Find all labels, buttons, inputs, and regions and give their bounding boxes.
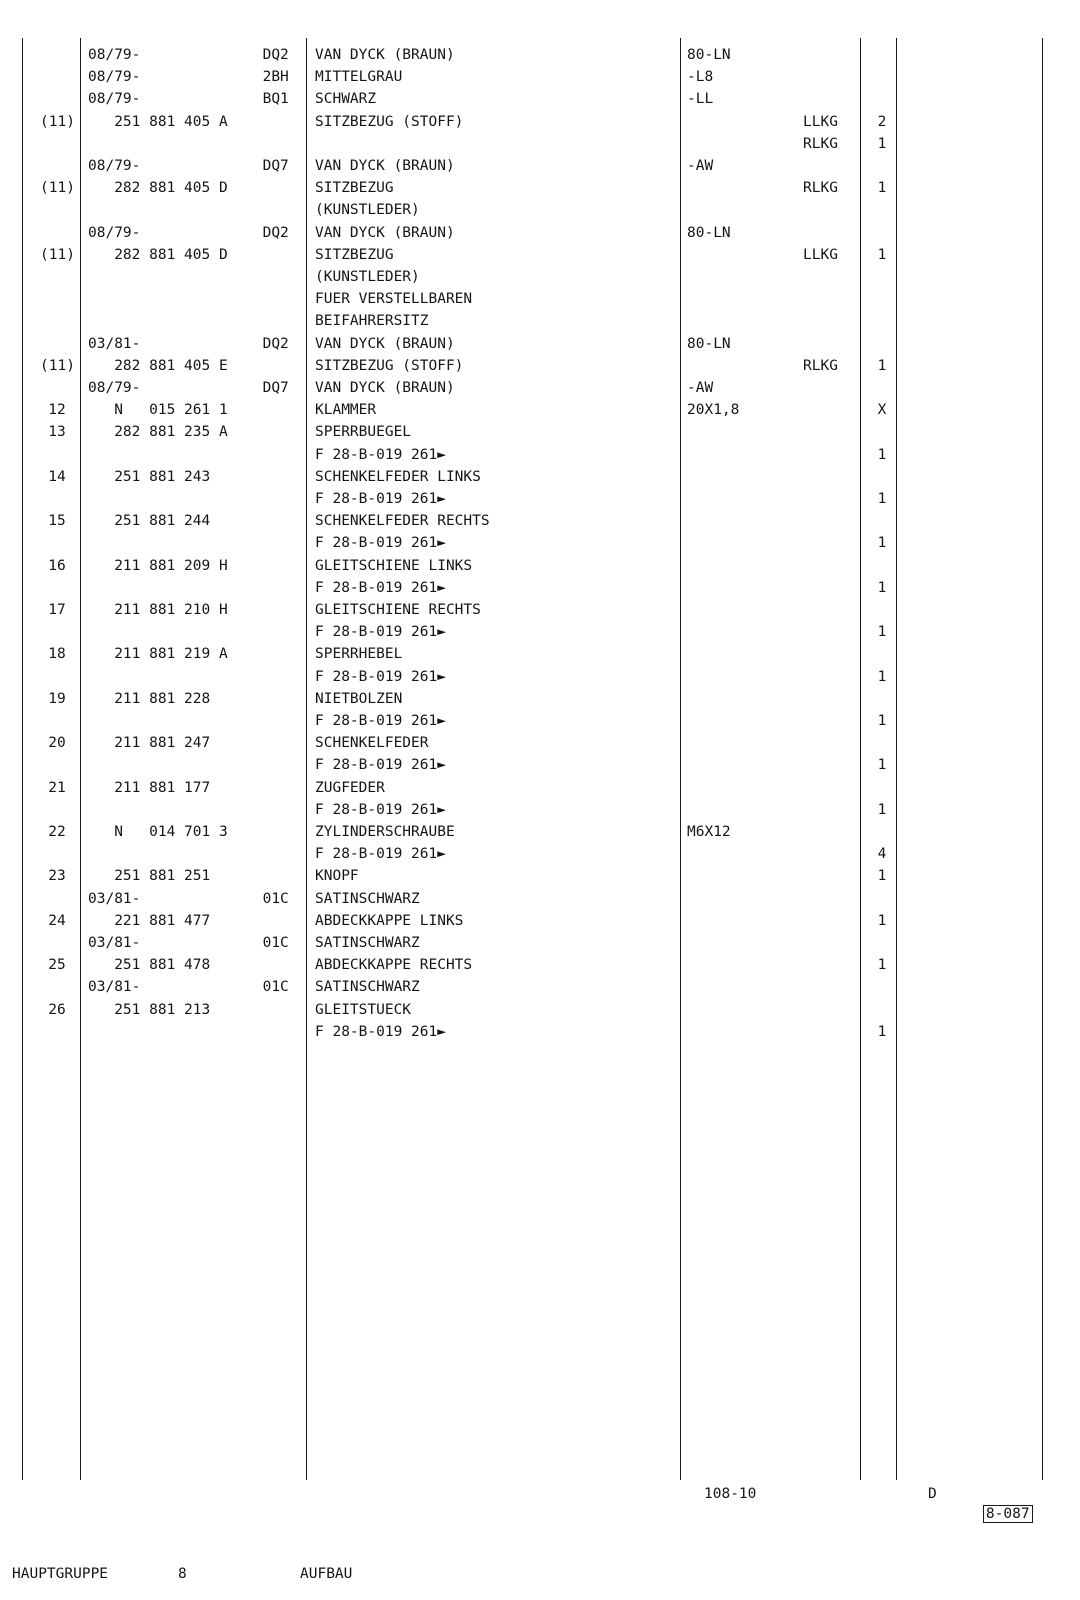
description-cell: (KUNSTLEDER): [315, 269, 420, 285]
type-cell: LLKG: [803, 113, 838, 130]
position-cell: 20: [48, 735, 66, 752]
description-cell: SITZBEZUG: [315, 246, 394, 263]
quantity-cell: 1: [877, 491, 887, 507]
quantity-cell: 1: [877, 624, 887, 641]
position-cell: (11): [40, 246, 75, 263]
table-row: [0, 976, 1080, 998]
group-label: HAUPTGRUPPE: [12, 1566, 109, 1582]
description-cell: SITZBEZUG: [315, 180, 394, 197]
quantity-cell: 1: [877, 135, 887, 152]
sheet-letter: D: [928, 1486, 937, 1502]
description-cell: SPERRBUEGEL: [315, 424, 412, 441]
description-cell: VAN DYCK (BRAUN): [315, 335, 455, 352]
description-cell: SCHENKELFEDER LINKS: [315, 468, 481, 485]
description-cell: SPERRHEBEL: [315, 646, 403, 663]
part-number-cell: 251 881 251: [88, 868, 211, 885]
description-cell: F 28-B-019 261►: [315, 668, 446, 685]
group-name: AUFBAU: [300, 1566, 353, 1582]
quantity-cell: 1: [877, 668, 887, 685]
quantity-cell: 1: [877, 1023, 887, 1040]
quantity-cell: 1: [877, 912, 887, 929]
table-row: [0, 399, 1080, 421]
remark-cell: -LL: [687, 91, 714, 108]
part-number-cell: 08/79- DQ2: [88, 47, 289, 63]
table-row: [0, 599, 1080, 621]
table-row: [0, 177, 1080, 199]
position-cell: 14: [48, 468, 66, 485]
description-cell: SCHWARZ: [315, 91, 377, 108]
table-row: [0, 888, 1080, 910]
position-cell: 12: [48, 402, 66, 419]
type-cell: RLKG: [803, 135, 838, 152]
position-cell: (11): [40, 113, 75, 130]
part-number-cell: 251 881 405 A: [88, 113, 228, 130]
part-number-cell: 282 881 235 A: [88, 424, 228, 441]
group-number: 8: [178, 1566, 187, 1582]
description-cell: GLEITSCHIENE RECHTS: [315, 602, 481, 618]
remark-cell: -AW: [687, 380, 714, 396]
table-row: [0, 843, 1080, 865]
table-row: [0, 1021, 1080, 1043]
table-row: [0, 466, 1080, 488]
remark-cell: M6X12: [687, 824, 731, 840]
quantity-cell: 1: [877, 801, 887, 818]
description-cell: VAN DYCK (BRAUN): [315, 47, 455, 63]
table-row: [0, 666, 1080, 688]
part-number-cell: 03/81- 01C: [88, 935, 289, 951]
part-number-cell: 211 881 209 H: [88, 557, 228, 574]
part-number-cell: N 014 701 3: [88, 824, 228, 840]
description-cell: VAN DYCK (BRAUN): [315, 380, 455, 396]
table-row: [0, 355, 1080, 377]
sheet-reference: [948, 1484, 1033, 1544]
table-row: [0, 777, 1080, 799]
position-cell: 19: [48, 690, 66, 707]
position-cell: 23: [48, 868, 66, 885]
part-number-cell: 251 881 244: [88, 513, 211, 530]
quantity-cell: 1: [877, 535, 887, 552]
type-cell: RLKG: [803, 180, 838, 197]
quantity-cell: X: [877, 402, 887, 419]
description-cell: NIETBOLZEN: [315, 690, 403, 707]
table-row: [0, 932, 1080, 954]
quantity-cell: 4: [877, 846, 887, 863]
table-row: [0, 288, 1080, 310]
description-cell: F 28-B-019 261►: [315, 624, 446, 641]
table-row: [0, 865, 1080, 887]
table-row: [0, 244, 1080, 266]
description-cell: F 28-B-019 261►: [315, 757, 446, 774]
table-row: [0, 532, 1080, 554]
part-number-cell: 08/79- DQ7: [88, 380, 289, 396]
part-number-cell: 03/81- 01C: [88, 890, 289, 907]
part-number-cell: 03/81- DQ2: [88, 335, 289, 352]
quantity-cell: 1: [877, 446, 887, 463]
position-cell: 15: [48, 513, 66, 530]
description-cell: ZYLINDERSCHRAUBE: [315, 824, 455, 840]
description-cell: F 28-B-019 261►: [315, 801, 446, 818]
quantity-cell: 1: [877, 713, 887, 729]
description-cell: F 28-B-019 261►: [315, 535, 446, 552]
description-cell: F 28-B-019 261►: [315, 579, 446, 596]
part-number-cell: 282 881 405 D: [88, 246, 228, 263]
part-number-cell: 03/81- 01C: [88, 979, 289, 996]
position-cell: 18: [48, 646, 66, 663]
table-row: [0, 199, 1080, 221]
part-number-cell: 282 881 405 E: [88, 357, 228, 374]
table-row: [0, 133, 1080, 155]
table-row: [0, 44, 1080, 66]
quantity-cell: 1: [877, 957, 887, 974]
table-row: [0, 821, 1080, 843]
description-cell: SATINSCHWARZ: [315, 890, 420, 907]
table-row: [0, 510, 1080, 532]
description-cell: SCHENKELFEDER: [315, 735, 429, 752]
position-cell: 17: [48, 602, 66, 618]
description-cell: GLEITSTUECK: [315, 1001, 412, 1018]
description-cell: SITZBEZUG (STOFF): [315, 113, 464, 130]
quantity-cell: 1: [877, 180, 887, 197]
remark-cell: 80-LN: [687, 47, 731, 63]
quantity-cell: 1: [877, 357, 887, 374]
table-row: [0, 88, 1080, 110]
description-cell: VAN DYCK (BRAUN): [315, 224, 455, 241]
table-row: [0, 66, 1080, 88]
description-cell: MITTELGRAU: [315, 69, 403, 86]
description-cell: (KUNSTLEDER): [315, 202, 420, 219]
quantity-cell: 2: [877, 113, 887, 130]
description-cell: ABDECKKAPPE LINKS: [315, 912, 464, 929]
part-number-cell: 282 881 405 D: [88, 180, 228, 197]
table-row: [0, 310, 1080, 332]
remark-cell: 20X1,8: [687, 402, 740, 419]
type-cell: RLKG: [803, 357, 838, 374]
part-number-cell: 211 881 247: [88, 735, 211, 752]
position-cell: 26: [48, 1001, 66, 1018]
table-row: [0, 266, 1080, 288]
description-cell: VAN DYCK (BRAUN): [315, 158, 455, 174]
position-cell: 21: [48, 779, 66, 796]
part-number-cell: 08/79- DQ2: [88, 224, 289, 241]
table-row: [0, 555, 1080, 577]
quantity-cell: 1: [877, 868, 887, 885]
table-row: [0, 754, 1080, 776]
description-cell: FUER VERSTELLBAREN: [315, 291, 473, 308]
remark-cell: 80-LN: [687, 335, 731, 352]
description-cell: F 28-B-019 261►: [315, 1023, 446, 1040]
description-cell: SATINSCHWARZ: [315, 979, 420, 996]
table-row: [0, 910, 1080, 932]
part-number-cell: N 015 261 1: [88, 402, 228, 419]
sheet-reference-box: 8-087: [983, 1505, 1033, 1523]
position-cell: 16: [48, 557, 66, 574]
table-row: [0, 710, 1080, 732]
table-row: [0, 643, 1080, 665]
part-number-cell: 08/79- BQ1: [88, 91, 289, 108]
part-number-cell: 221 881 477: [88, 912, 211, 929]
table-row: [0, 444, 1080, 466]
part-number-cell: 251 881 213: [88, 1001, 211, 1018]
description-cell: F 28-B-019 261►: [315, 491, 446, 507]
part-number-cell: 211 881 210 H: [88, 602, 228, 618]
table-row: [0, 111, 1080, 133]
page-code: 108-10: [704, 1486, 757, 1502]
description-cell: KLAMMER: [315, 402, 377, 419]
description-cell: KNOPF: [315, 868, 359, 885]
remark-cell: -L8: [687, 69, 714, 86]
table-row: [0, 333, 1080, 355]
table-row: [0, 377, 1080, 399]
part-number-cell: 08/79- 2BH: [88, 69, 289, 86]
description-cell: SATINSCHWARZ: [315, 935, 420, 951]
quantity-cell: 1: [877, 246, 887, 263]
type-cell: LLKG: [803, 246, 838, 263]
table-row: [0, 688, 1080, 710]
table-row: [0, 954, 1080, 976]
part-number-cell: 251 881 478: [88, 957, 211, 974]
part-number-cell: 211 881 219 A: [88, 646, 228, 663]
description-cell: GLEITSCHIENE LINKS: [315, 557, 473, 574]
description-cell: BEIFAHRERSITZ: [315, 313, 429, 330]
table-row: [0, 421, 1080, 443]
remark-cell: 80-LN: [687, 224, 731, 241]
description-cell: F 28-B-019 261►: [315, 713, 446, 729]
table-row: [0, 799, 1080, 821]
position-cell: 24: [48, 912, 66, 929]
table-row: [0, 155, 1080, 177]
position-cell: 22: [48, 824, 66, 840]
part-number-cell: 211 881 177: [88, 779, 211, 796]
table-row: [0, 999, 1080, 1021]
table-row: [0, 732, 1080, 754]
part-number-cell: 08/79- DQ7: [88, 158, 289, 174]
table-row: [0, 488, 1080, 510]
description-cell: F 28-B-019 261►: [315, 446, 446, 463]
position-cell: 13: [48, 424, 66, 441]
description-cell: ABDECKKAPPE RECHTS: [315, 957, 473, 974]
remark-cell: -AW: [687, 158, 714, 174]
description-cell: SITZBEZUG (STOFF): [315, 357, 464, 374]
position-cell: (11): [40, 180, 75, 197]
table-row: [0, 621, 1080, 643]
position-cell: 25: [48, 957, 66, 974]
part-number-cell: 211 881 228: [88, 690, 211, 707]
description-cell: ZUGFEDER: [315, 779, 385, 796]
table-row: [0, 222, 1080, 244]
quantity-cell: 1: [877, 757, 887, 774]
table-row: [0, 577, 1080, 599]
quantity-cell: 1: [877, 579, 887, 596]
description-cell: F 28-B-019 261►: [315, 846, 446, 863]
description-cell: SCHENKELFEDER RECHTS: [315, 513, 490, 530]
position-cell: (11): [40, 357, 75, 374]
part-number-cell: 251 881 243: [88, 468, 211, 485]
